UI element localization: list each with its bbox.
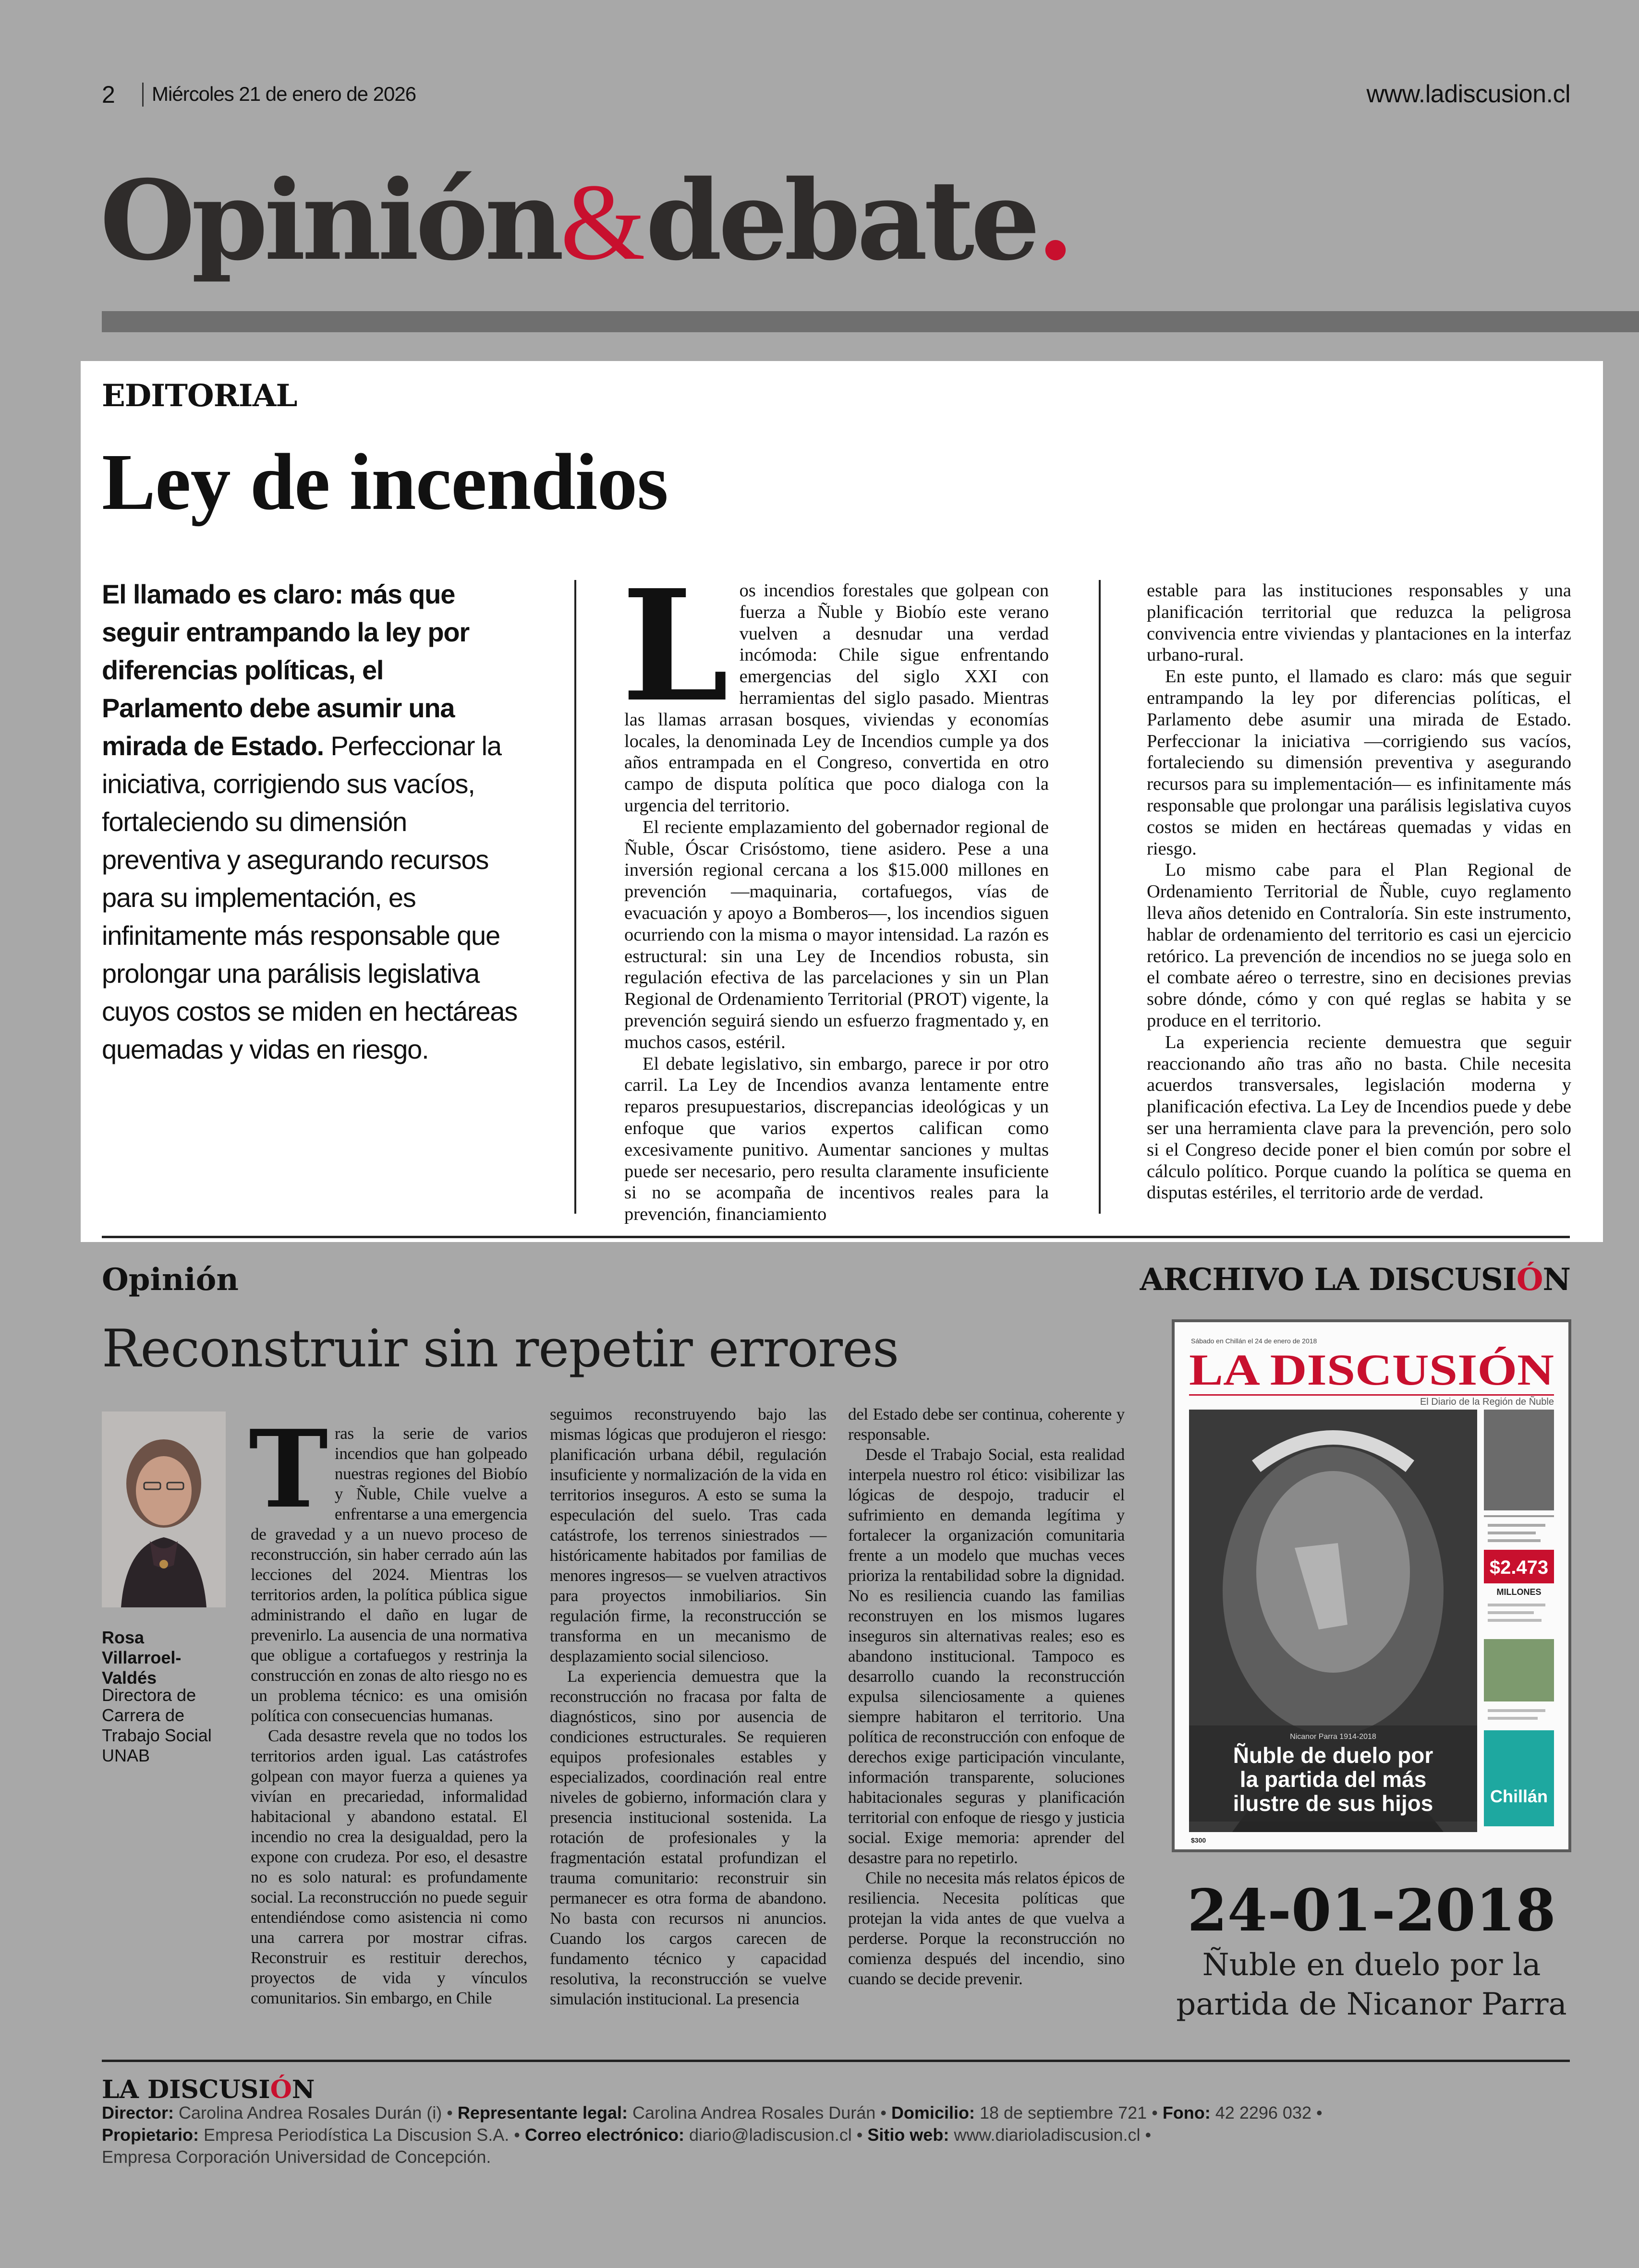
author-portrait-icon (102, 1411, 226, 1607)
opinion-column-2 (550, 1404, 826, 2009)
archive-date: 24-01-2018 (1187, 1877, 1556, 1944)
cover-kicker: Nicanor Parra 1914-2018 (1290, 1733, 1376, 1741)
footer-brand-end: N (291, 2075, 315, 2104)
opinion-column-1 (249, 1407, 527, 2008)
section-title-word2: debate (645, 156, 1037, 285)
opinion-label: Opinión (102, 1262, 239, 1298)
footer-brand-text: LA DISCUSI (102, 2075, 270, 2104)
page-number: 2 (102, 81, 115, 108)
opinion-title: Reconstruir sin repetir errores (102, 1319, 899, 1379)
section-divider-bar (102, 311, 1639, 332)
cover-masthead: LA DISCUSIÓN (1189, 1345, 1554, 1394)
archive-label (1140, 1262, 1571, 1298)
cover-side-photo (1484, 1639, 1554, 1701)
opinion-paragraph: Desde el Trabajo Social, esta realidad interpela nuestro rol ético: visibilizar las lógicas de despojo, traducir el sufrimiento en demanda legítima y fortalecer la organización comunitaria frente a un modelo que muchas veces prioriza la rentabilidad sobre la dignidad. No es resiliencia cuando las familias reconstruyen en los mismos lugares inseguros sin alternativas reales; eso es abandono institucional. Tampoco es desarrollo cuando la reconstrucción expulsa silenciosamente a quienes siempre habitaron el territorio. Una política de reconstrucción con enfoque de derechos exige participación vinculante, información transparente, soluciones habitacionales seguras y planificación territorial con enfoque de riesgo y justicia social. Exige memoria: aprender del desastre para no repetirlo. (848, 1445, 1125, 1867)
footer-field-label: Domicilio: (891, 2103, 975, 2123)
footer-field-label: Fono: (1162, 2103, 1211, 2123)
footer-line: Empresa Corporación Universidad de Concepción. (102, 2147, 491, 2167)
column-rule (574, 580, 576, 1214)
editorial-lead-bold: El llamado es claro: más que seguir entrampando la ley por diferencias políticas, el Parlamento debe asumir una mirada de Estado. (102, 579, 469, 761)
author-photo (102, 1411, 226, 1607)
editorial-paragraph: En este punto, el llamado es claro: más que seguir entrampando la ley por diferencias políticas, el Parlamento debe asumir una mirada de Estado. Perfeccionar la iniciativa —corrigiendo sus vacíos, fortaleciendo su dimensión preventiva y asegurando recursos para su implementación— es infinitamente más responsable que prolongar una parálisis legislativa cuyos costos se miden en hectáreas quemadas y vidas en riesgo. (1147, 666, 1571, 859)
section-title-word1: Opinión (100, 156, 560, 285)
footer-field-label: Representante legal: (457, 2103, 628, 2123)
cover-side-photo (1484, 1410, 1554, 1510)
editorial-column-2 (1147, 580, 1571, 1204)
editorial-lead-text: Perfeccionar la iniciativa, corrigiendo sus vacíos, fortaleciendo su dimensión preventiva y asegurando recursos para su implementación, es infinitamente más responsable que prolongar una parálisis legislativa cuyos costos se miden en hectáreas quemadas y vidas en riesgo. (102, 731, 518, 1064)
footer-rule (102, 2060, 1570, 2062)
footer-field-value: Carolina Andrea Rosales Durán (i) • (174, 2103, 458, 2123)
editorial-paragraph: El reciente emplazamiento del gobernador regional de Ñuble, Óscar Crisóstomo, tiene asidero. Pese a una inversión regional cercana a los $15.000 millones en prevención —maquinaria, cortafuegos, vías de evacuación y apoyo a Bomberos—, los incendios siguen ocurriendo con la misma o mayor intensidad. La razón es estructural: sin una Ley de Incendios robusta, sin regulación efectiva de las parcelaciones y sin un Plan Regional de Ordenamiento Territorial (PROT) vigente, la prevención seguirá siendo un esfuerzo fragmentado y, en muchos casos, estéril. (624, 817, 1049, 1052)
header-separator (142, 83, 144, 107)
archive-front-page[interactable] (1172, 1319, 1571, 1852)
footer-field-label: Propietario: (102, 2125, 199, 2145)
opinion-paragraph: La experiencia demuestra que la reconstrucción no fracasa por falta de diagnósticos, sino por ausencia de condiciones estructurales. Se requieren equipos profesionales estables y especializados, coordinación real entre niveles de gobierno, información clara y presencia institucional sostenida. La rotación de profesionales y la fragmentación estatal profundizan el trauma comunitario: reconstruir sin permanecer es otra forma de abandono. No basta con recursos ni anuncios. Cuando los cargos carecen de fundamento técnico y capacidad resolutiva, la reconstrucción se vuelve simulación institucional. La presencia (550, 1667, 826, 2008)
footer-field-label: Director: (102, 2103, 174, 2123)
editorial-paragraph: La experiencia reciente demuestra que seguir reaccionando año tras año no basta. Chile necesita acuerdos transversales, legislación moderna y planificación efectiva. La Ley de Incendios puede y debe ser una herramienta clave para la prevención, pero solo si el Congreso decide poner el bien común por sobre el cálculo político. Porque cuando la política se quema en disputas estériles, el territorio arde de verdad. (1147, 1032, 1571, 1203)
drop-cap: L (621, 556, 729, 736)
archive-caption: Ñuble en duelo por la partida de Nicanor Parra (1176, 1947, 1567, 2022)
footer-web-link[interactable]: www.diarioladiscusion.cl • (949, 2125, 1152, 2145)
opinion-column-3 (848, 1404, 1125, 1989)
footer-field-label: Correo electrónico: (524, 2125, 684, 2145)
archive-label-end: N (1542, 1262, 1570, 1298)
section-title (100, 156, 1071, 285)
footer-field-value: 18 de septiembre 721 • (974, 2103, 1163, 2123)
footer-brand (102, 2075, 315, 2104)
website-link[interactable]: www.ladiscusion.cl (1366, 80, 1570, 108)
archive-label-accent: Ó (1516, 1262, 1543, 1298)
archive-newspaper-cover (1175, 1322, 1568, 1849)
editorial-label: EDITORIAL (102, 378, 297, 414)
editorial-headline: Ley de incendios (102, 437, 668, 527)
footer-brand-accent: Ó (270, 2075, 292, 2104)
issue-date: Miércoles 21 de enero de 2026 (152, 83, 416, 105)
footer-line (102, 2124, 1151, 2146)
cover-side-ad (1484, 1730, 1554, 1826)
cover-subtitle: El Diario de la Región de Ñuble (1420, 1397, 1554, 1407)
cover-headline-line: la partida del más (1239, 1767, 1427, 1792)
section-title-dot: . (1036, 156, 1071, 285)
editorial-paragraph: Lo mismo cabe para el Plan Regional de Ordenamiento Territorial de Ñuble, cuyo reglamento lleva años detenido en Contraloría. Sin este instrumento, hablar de ordenamiento del territorio es casi un ejercicio retórico. La prevención de incendios no se juega solo en el combate aéreo o terrestre, sino en decisiones previas sobre dónde, cómo y con qué reglas se habita y se produce en el territorio. (1147, 860, 1571, 1031)
opinion-paragraph: ras la serie de varios incendios que han golpeado nuestras regiones del Biobío y Ñuble, Chile vuelve a enfrentarse a una emergencia de gravedad y a un nuevo proceso de reconstrucción, sin haber cerrado aún las lecciones del 2024. Mientras los territorios arden, la política pública sigue administrando el daño en lugar de prevenirlo. La ausencia de una normativa que obligue a cortafuegos y restrinja la construcción en zonas de alto riesgo no es un problema técnico: es una omisión política con consecuencias humanas. (251, 1424, 527, 1725)
drop-cap: T (249, 1407, 328, 1532)
footer-field-value: Empresa Periodística La Discusion S.A. • (199, 2125, 525, 2145)
footer-field-value: 42 2296 032 • (1210, 2103, 1323, 2123)
editorial-paragraph: estable para las instituciones responsables y una planificación territorial que reduzca la peligrosa convivencia entre viviendas y plantaciones en la interfaz urbano-rural. (1147, 580, 1571, 665)
cover-side-tag: Chillán (1490, 1786, 1548, 1806)
opinion-paragraph: Cada desastre revela que no todos los territorios arden igual. Las catástrofes golpean con mayor fuerza a quienes ya vivían en precariedad, informalidad habitacional y abandono estatal. El incendio no crea la desigualdad, pero la expone con crudeza. Por eso, el desastre no es solo natural: es profundamente social. La reconstrucción no puede seguir entendiéndose como asistencia ni como una carrera por mostrar cifras. Reconstruir es restituir derechos, proyectos de vida y vínculos comunitarios. Sin embargo, en Chile (251, 1726, 527, 2007)
opinion-paragraph: seguimos reconstruyendo bajo las mismas lógicas que produjeron el riesgo: planificación urbana débil, regulación insuficiente y normalización de la vida en territorios inseguros. A esto se suma la especulación del suelo. Tras cada catástrofe, los terrenos siniestrados —históricamente habitados por familias de menores ingresos— se vuelven atractivos para proyectos inmobiliarios. Sin regulación firme, la reconstrucción se transforma en un mecanismo de desplazamiento social silencioso. (550, 1405, 826, 1665)
cover-side-figure: $2.473 (1489, 1557, 1549, 1578)
cover-side-unit: MILLONES (1496, 1587, 1542, 1597)
editorial-column-1 (621, 556, 1049, 1225)
archive-label-text: ARCHIVO LA DISCUSI (1140, 1262, 1517, 1298)
cover-headline-line: ilustre de sus hijos (1233, 1791, 1433, 1816)
editorial-lead (102, 575, 524, 1068)
cover-headline-line: Ñuble de duelo por (1233, 1743, 1433, 1768)
cover-price: $300 (1191, 1836, 1206, 1844)
footer-field-label: Sitio web: (867, 2125, 949, 2145)
footer-email-link[interactable]: diario@ladiscusion.cl • (684, 2125, 868, 2145)
footer-field-value: Carolina Andrea Rosales Durán • (628, 2103, 891, 2123)
opinion-paragraph: Chile no necesita más relatos épicos de resiliencia. Necesita políticas que protejan la vida antes de que vuelva a perderse. Porque la reconstrucción no comienza después del incendio, sino cuando se decide prevenir. (848, 1869, 1125, 1988)
footer-line (102, 2102, 1323, 2124)
column-rule (1099, 580, 1101, 1214)
cover-topline: Sábado en Chillán el 24 de enero de 2018 (1191, 1337, 1317, 1345)
editorial-paragraph: El debate legislativo, sin embargo, parece ir por otro carril. La Ley de Incendios avanza lentamente entre reparos presupuestarios, discrepancias ideológicas y un enfoque que varios expertos califican como excesivamente punitivo. Aumentar sanciones y multas puede ser necesario, pero resulta claramente insuficiente si no se acompaña de incentivos reales para la prevención, financiamiento (624, 1053, 1049, 1225)
author-name: Rosa Villarroel-Valdés (102, 1628, 182, 1688)
section-title-ampersand: & (560, 162, 646, 283)
author-role: Directora de Carrera de Trabajo Social UNAB (102, 1685, 212, 1765)
section-rule (102, 1236, 1570, 1238)
opinion-paragraph: del Estado debe ser continua, coherente y responsable. (848, 1405, 1125, 1444)
editorial-paragraph: os incendios forestales que golpean con fuerza a Ñuble y Biobío este verano vuelven a desnudar una verdad incómoda: Chile sigue enfrentando emergencias del siglo XXI con herramientas del siglo pasado. Mientras las llamas arrasan bosques, viviendas y economías locales, la denominada Ley de Incendios cumple ya dos años entrampada en el Congreso, convertida en otro campo de disputa política que poco dialoga con la urgencia del territorio. (624, 580, 1049, 816)
